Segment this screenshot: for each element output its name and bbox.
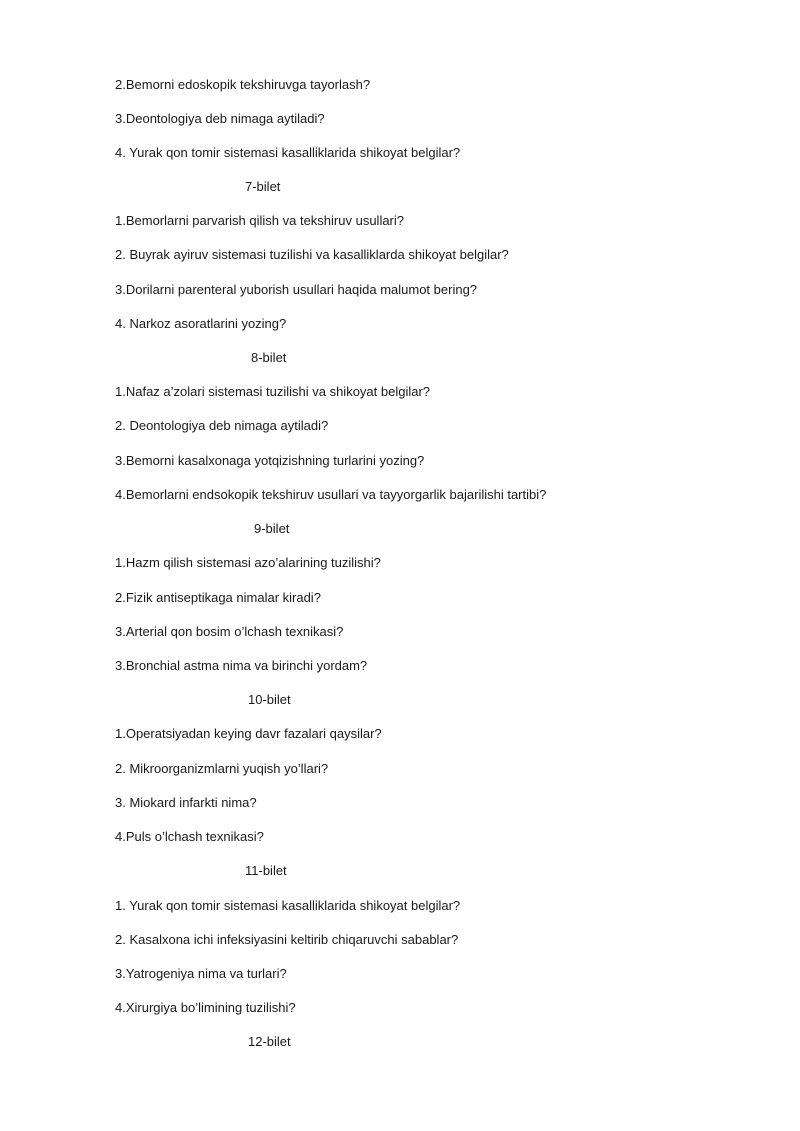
ticket-heading: 9-bilet	[254, 521, 290, 536]
question-line: 2. Mikroorganizmlarni yuqish yo’llari?	[115, 761, 329, 776]
question-line: 4. Yurak qon tomir sistemasi kasalliklarida shikoyat belgilar?	[115, 145, 461, 160]
question-line: 1. Yurak qon tomir sistemasi kasalliklarida shikoyat belgilar?	[115, 898, 461, 913]
question-line: 3.Deontologiya deb nimaga aytiladi?	[115, 111, 325, 126]
question-line: 2. Deontologiya deb nimaga aytiladi?	[115, 418, 329, 433]
ticket-heading: 8-bilet	[251, 350, 287, 365]
ticket-heading: 10-bilet	[248, 692, 291, 707]
question-line: 4. Narkoz asoratlarini yozing?	[115, 316, 287, 331]
question-line: 3. Miokard infarkti nima?	[115, 795, 257, 810]
question-line: 4.Bemorlarni endsokopik tekshiruv usullari va tayyorgarlik bajarilishi tartibi?	[115, 487, 547, 502]
question-line: 1.Operatsiyadan keying davr fazalari qaysilar?	[115, 726, 382, 741]
question-line: 3.Yatrogeniya nima va turlari?	[115, 966, 287, 981]
question-line: 2. Buyrak ayiruv sistemasi tuzilishi va kasalliklarda shikoyat belgilar?	[115, 247, 509, 262]
question-line: 1.Nafaz a’zolari sistemasi tuzilishi va shikoyat belgilar?	[115, 384, 431, 399]
question-line: 3.Dorilarni parenteral yuborish usullari haqida malumot bering?	[115, 282, 478, 297]
question-line: 1.Bemorlarni parvarish qilish va tekshiruv usullari?	[115, 213, 405, 228]
question-line: 4.Puls o’lchash texnikasi?	[115, 829, 264, 844]
question-line: 3.Bemorni kasalxonaga yotqizishning turlarini yozing?	[115, 453, 425, 468]
question-line: 3.Bronchial astma nima va birinchi yordam?	[115, 658, 368, 673]
ticket-heading: 7-bilet	[245, 179, 281, 194]
question-line: 2.Bemorni edoskopik tekshiruvga tayorlash?	[115, 77, 371, 92]
question-line: 4.Xirurgiya bo’limining tuzilishi?	[115, 1000, 296, 1015]
question-line: 2. Kasalxona ichi infeksiyasini keltirib chiqaruvchi sabablar?	[115, 932, 459, 947]
ticket-heading: 11-bilet	[245, 863, 287, 878]
question-line: 1.Hazm qilish sistemasi azo’alarining tuzilishi?	[115, 555, 381, 570]
question-line: 3.Arterial qon bosim o’lchash texnikasi?	[115, 624, 344, 639]
question-line: 2.Fizik antiseptikaga nimalar kiradi?	[115, 590, 321, 605]
ticket-heading: 12-bilet	[248, 1034, 291, 1049]
